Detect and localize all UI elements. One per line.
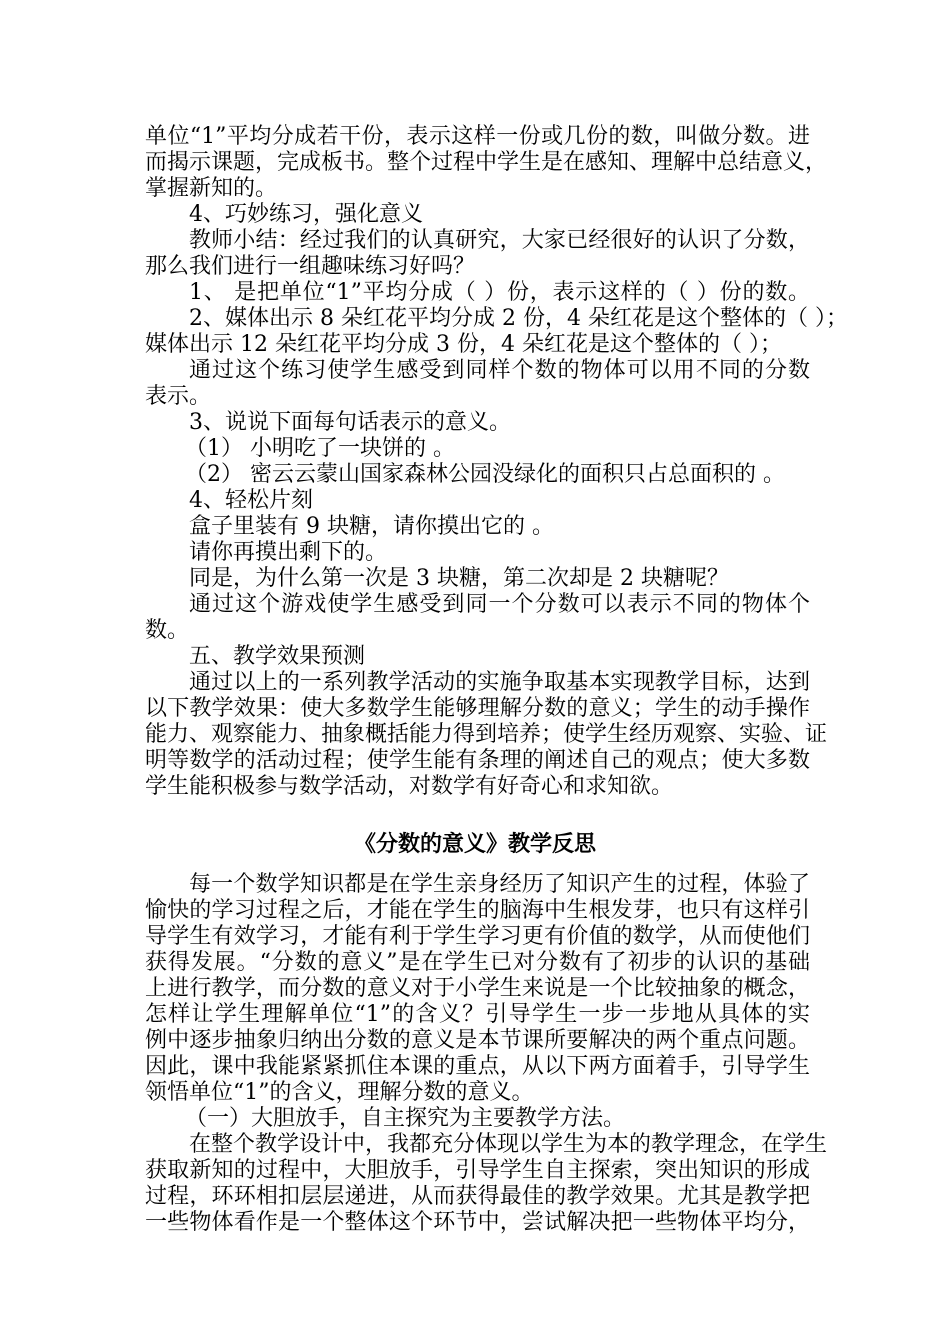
lesson-plan-section [145,124,848,800]
text-line: 学生能积极参与数学活动，对数学有好奇心和求知欲。 [145,774,674,799]
text-line: 请你再摸出剩下的。 [189,540,388,565]
text-line: 怎样让学生理解单位“1”的含义？引导学生一步一步地从具体的实 [145,1002,810,1027]
exercise-subitem: （2） 密云云蒙山国家森林公园没绿化的面积只占总面积的 。 [185,462,785,487]
exercise-subitem: （1） 小明吃了一块饼的 。 [185,436,455,461]
text-line: 表示。 [145,384,212,409]
text-line: 获得发展。“分数的意义”是在学生已对分数有了初步的认识的基础 [145,950,810,975]
text-line: 同是，为什么第一次是 3 块糖，第二次却是 2 块糖呢？ [189,566,729,591]
text-line: 通过这个练习使学生感受到同样个数的物体可以用不同的分数 [189,358,810,383]
text-line: 单位“1”平均分成若干份，表示这样一份或几份的数，叫做分数。进 [145,124,810,149]
exercise-item: 2、媒体出示 8 朵红花平均分成 2 份，4 朵红花是这个整体的（ ）； [189,306,848,331]
text-line: 教师小结：经过我们的认真研究，大家已经很好的认识了分数， [189,228,810,253]
text-line: 在整个教学设计中，我都充分体现以学生为本的教学理念，在学生 [189,1132,828,1157]
text-line: 通过以上的一系列教学活动的实施争取基本实现教学目标，达到 [189,670,810,695]
text-line: 那么我们进行一组趣味练习好吗？ [145,254,476,279]
reflection-section [145,872,828,1236]
text-line: 而揭示课题，完成板书。整个过程中学生是在感知、理解中总结意义， [145,150,828,175]
text-line: 数。 [145,618,190,643]
text-line: 通过这个游戏使学生感受到同一个分数可以表示不同的物体个 [189,592,810,617]
page-title: 《分数的意义》教学反思 [353,832,596,857]
text-line: 能力、观察能力、抽象概括能力得到培养；使学生经历观察、实验、证 [145,722,828,747]
text-line: 愉快的学习过程之后，才能在学生的脑海中生根发芽，也只有这样引 [145,898,810,923]
text-line: 以下教学效果：使大多数学生能够理解分数的意义；学生的动手操作 [145,696,810,721]
exercise-item: 1、 是把单位“1”平均分成（ ）份，表示这样的（ ）份的数。 [189,280,810,305]
text-line: 掌握新知的。 [145,176,278,201]
section-heading: 4、巧妙练习，强化意义 [189,202,423,227]
text-line: 上进行教学，而分数的意义对于小学生来说是一个比较抽象的概念， [145,976,810,1001]
exercise-item: 3、说说下面每句话表示的意义。 [189,410,511,435]
section-heading: （一）大胆放手，自主探究为主要教学方法。 [185,1106,626,1131]
text-line: 每一个数学知识都是在学生亲身经历了知识产生的过程，体验了 [189,872,810,897]
text-line: 获取新知的过程中，大胆放手，引导学生自主探索，突出知识的形成 [145,1158,810,1183]
text-line: 例中逐步抽象归纳出分数的意义是本节课所要解决的两个重点问题。 [145,1028,810,1053]
text-line: 一些物体看作是一个整体这个环节中，尝试解决把一些物体平均分， [145,1210,810,1235]
section-heading: 4、轻松片刻 [189,488,313,513]
section-heading: 五、教学效果预测 [189,644,366,669]
text-line: 媒体出示 12 朵红花平均分成 3 份，4 朵红花是这个整体的（ ）； [145,332,782,357]
text-line: 导学生有效学习，才能有利于学生学习更有价值的数学，从而使他们 [145,924,810,949]
text-line: 因此，课中我能紧紧抓住本课的重点，从以下两方面着手，引导学生 [145,1054,810,1079]
text-line: 明等数学的活动过程；使学生能有条理的阐述自己的观点；使大多数 [145,748,810,773]
text-line: 领悟单位“1”的含义，理解分数的意义。 [145,1080,534,1105]
text-line: 过程，环环相扣层层递进，从而获得最佳的教学效果。尤其是教学把 [145,1184,810,1209]
text-line: 盒子里装有 9 块糖，请你摸出它的 。 [189,514,554,539]
